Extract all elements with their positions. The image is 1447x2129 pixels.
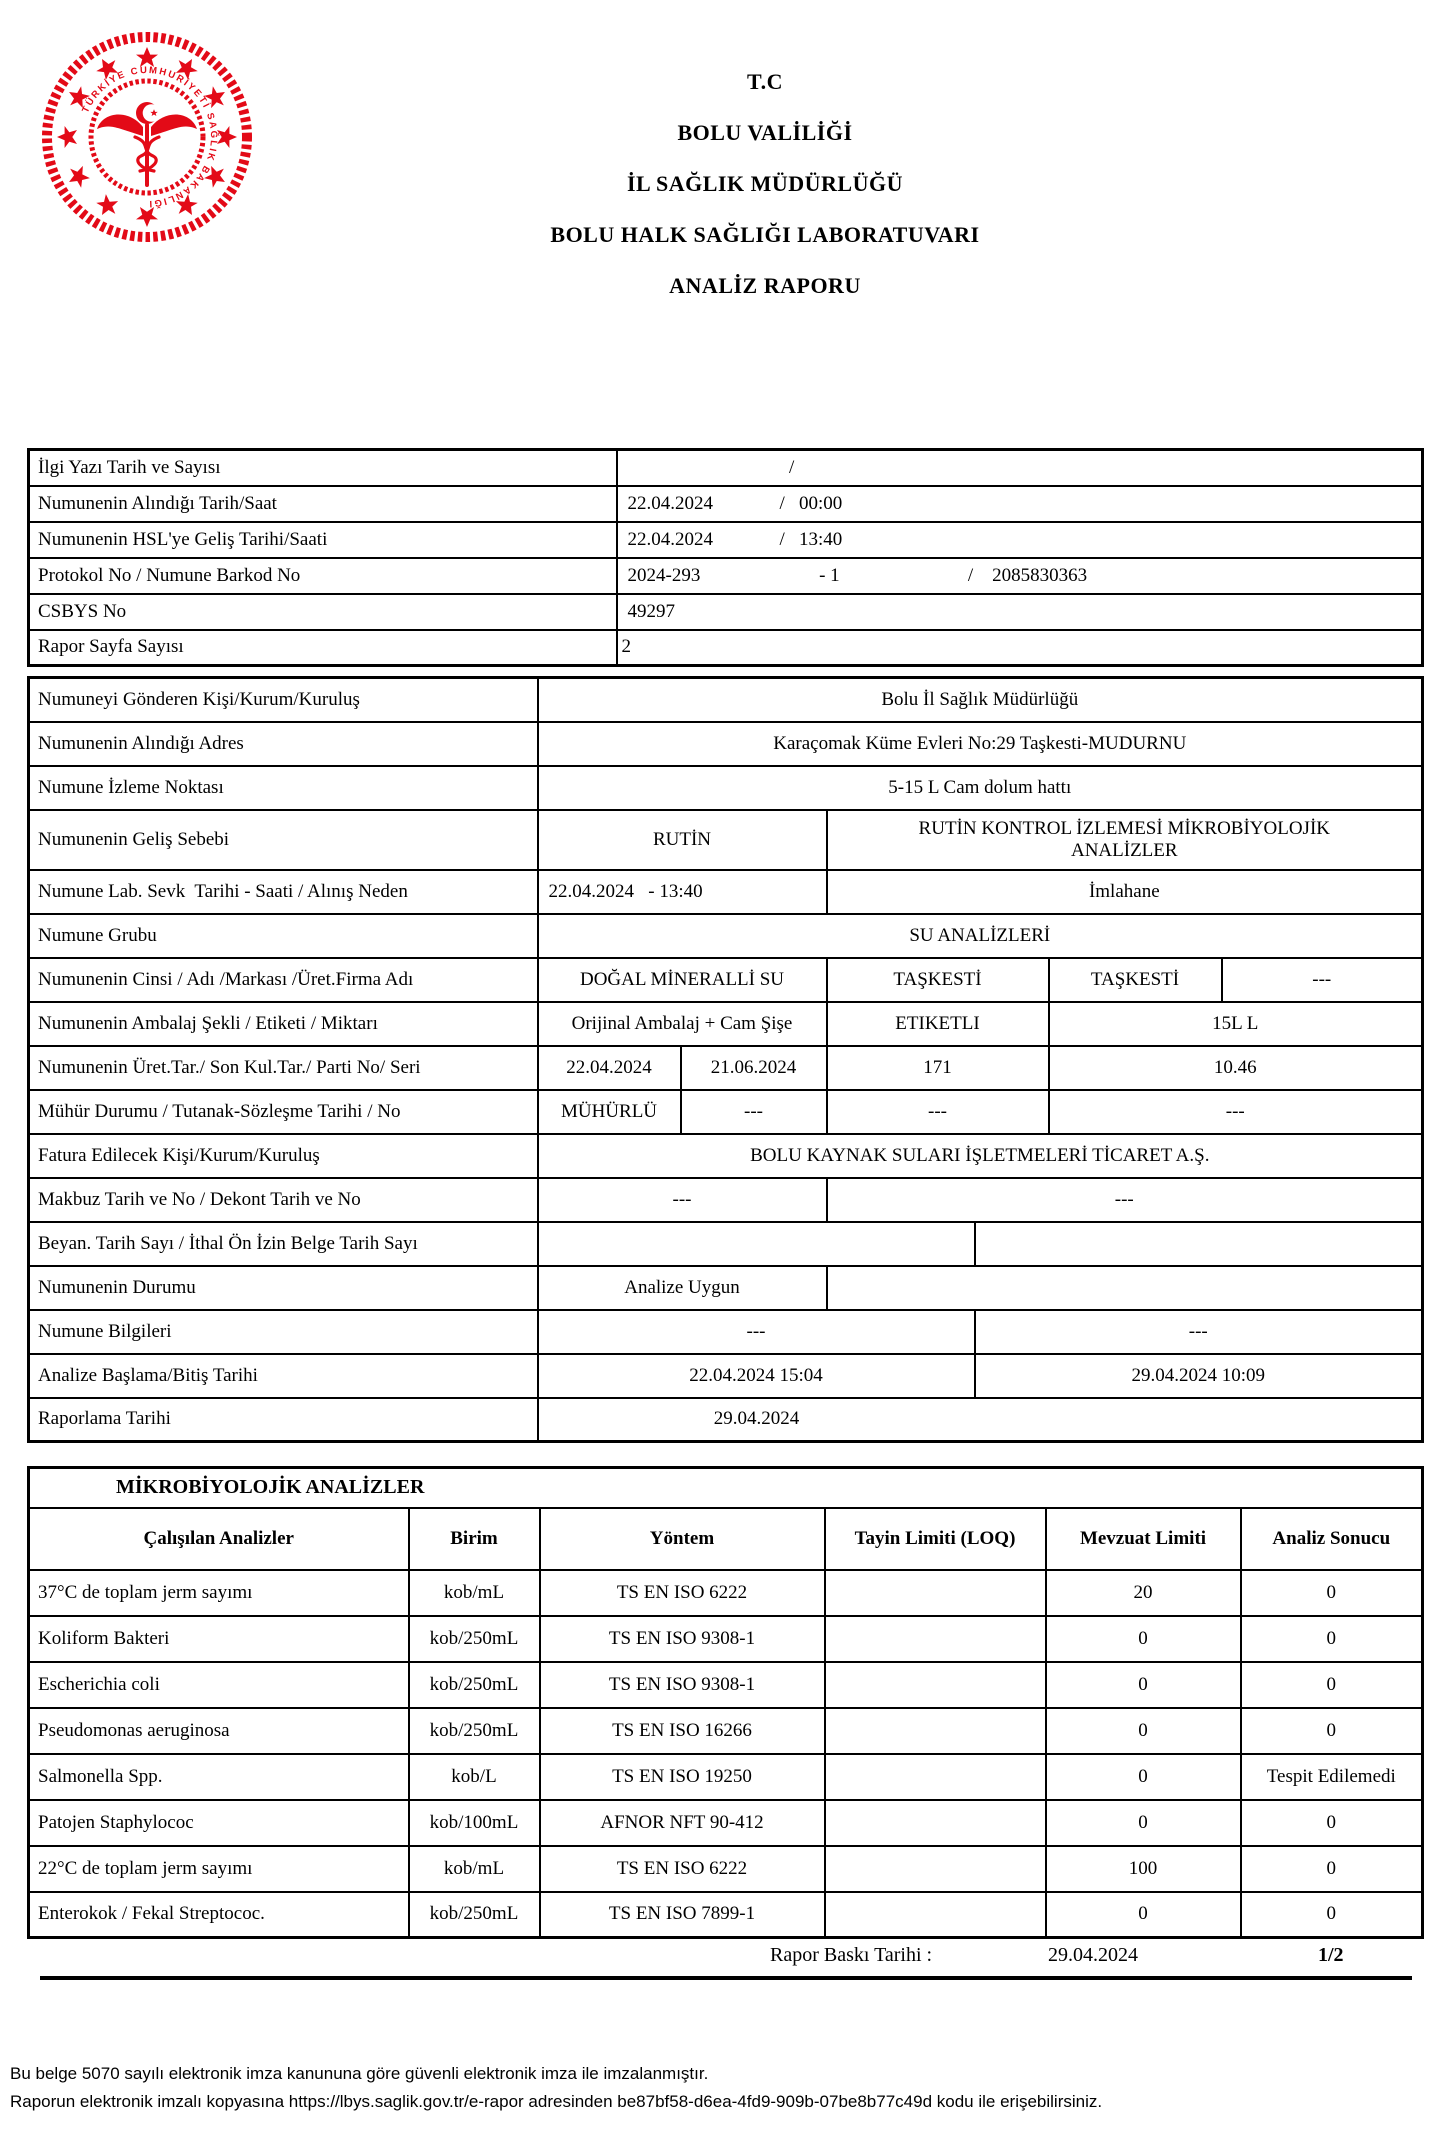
ambalaj-value1-cell: Orijinal Ambalaj + Cam Şişe	[538, 1002, 827, 1046]
analysis-row	[29, 1892, 1423, 1938]
sayfa-sayisi-label-cell: Rapor Sayfa Sayısı	[29, 630, 617, 666]
analysis-name-cell: Salmonella Spp.	[29, 1754, 409, 1800]
beyan-value2-cell	[975, 1222, 1423, 1266]
analysis-unit-cell: kob/250mL	[409, 1616, 540, 1662]
analysis-result-cell: Tespit Edilemedi	[1241, 1754, 1423, 1800]
makbuz-value1-cell: ---	[538, 1178, 827, 1222]
gelis-sebebi-label-cell: Numunenin Geliş Sebebi	[29, 810, 538, 870]
microbiology-analysis-table	[27, 1466, 1424, 1939]
analysis-method-cell: TS EN ISO 6222	[540, 1570, 825, 1616]
gonderen-value-cell: Bolu İl Sağlık Müdürlüğü	[538, 678, 1423, 722]
table-row	[29, 522, 1423, 558]
analysis-method-cell: TS EN ISO 9308-1	[540, 1616, 825, 1662]
table-row	[29, 1090, 1423, 1134]
cinsi-value4-cell: ---	[1222, 958, 1423, 1002]
header-directorate: İL SAĞLIK MÜDÜRLÜĞÜ	[627, 171, 903, 196]
ambalaj-value2-cell: ETIKETLI	[827, 1002, 1049, 1046]
baslama-tarihi-cell: 22.04.2024 15:04	[538, 1354, 975, 1398]
durum-label-cell: Numunenin Durumu	[29, 1266, 538, 1310]
col-header-yontem: Yöntem	[540, 1508, 825, 1570]
alindigi-tarih-value-cell: 22.04.2024 / 00:00	[617, 486, 1423, 522]
analysis-loq-cell	[825, 1662, 1046, 1708]
analysis-loq-cell	[825, 1708, 1046, 1754]
analysis-limit-cell: 0	[1046, 1662, 1241, 1708]
analysis-row	[29, 1570, 1423, 1616]
numune-grubu-label-cell: Numune Grubu	[29, 914, 538, 958]
esignature-notice	[10, 2060, 1440, 2116]
sevk-label-cell: Numune Lab. Sevk Tarihi - Saati / Alınış Neden	[29, 870, 538, 914]
analysis-limit-cell: 0	[1046, 1616, 1241, 1662]
beyan-label-cell: Beyan. Tarih Sayı / İthal Ön İzin Belge Tarih Sayı	[29, 1222, 538, 1266]
protokol-value-cell: 2024-293 - 1 / 2085830363	[617, 558, 1423, 594]
table-row	[29, 1002, 1423, 1046]
analysis-result-cell: 0	[1241, 1708, 1423, 1754]
print-date-value: 29.04.2024	[1048, 1944, 1138, 1966]
registry-info-table	[27, 448, 1424, 667]
muhur-value3-cell: ---	[827, 1090, 1049, 1134]
adres-value-cell: Karaçomak Küme Evleri No:29 Taşkesti-MUDURNU	[538, 722, 1423, 766]
col-header-tayin-limiti: Tayin Limiti (LOQ)	[825, 1508, 1046, 1570]
analysis-method-cell: TS EN ISO 7899-1	[540, 1892, 825, 1938]
analysis-method-cell: TS EN ISO 16266	[540, 1708, 825, 1754]
makbuz-value2-cell: ---	[827, 1178, 1423, 1222]
alindigi-tarih-label-cell: Numunenin Alındığı Tarih/Saat	[29, 486, 617, 522]
header-laboratory: BOLU HALK SAĞLIĞI LABORATUVARI	[550, 222, 980, 247]
header-report-title: ANALİZ RAPORU	[669, 273, 861, 298]
table-row	[29, 870, 1423, 914]
analysis-method-cell: TS EN ISO 6222	[540, 1846, 825, 1892]
analysis-limit-cell: 0	[1046, 1754, 1241, 1800]
analysis-loq-cell	[825, 1616, 1046, 1662]
ilgi-yazi-value-cell: /	[617, 450, 1423, 486]
table-header-row	[29, 1508, 1423, 1570]
csbys-value-cell: 49297	[617, 594, 1423, 630]
analysis-row	[29, 1846, 1423, 1892]
uret-tarih-label-cell: Numunenin Üret.Tar./ Son Kul.Tar./ Parti No/ Seri	[29, 1046, 538, 1090]
table-row	[29, 766, 1423, 810]
durum-value-cell: Analize Uygun	[538, 1266, 827, 1310]
analysis-result-cell: 0	[1241, 1570, 1423, 1616]
ambalaj-value3-cell: 15L L	[1049, 1002, 1423, 1046]
cinsi-value3-cell: TAŞKESTİ	[1049, 958, 1222, 1002]
analysis-unit-cell: kob/250mL	[409, 1708, 540, 1754]
table-row	[29, 1354, 1423, 1398]
analysis-result-cell: 0	[1241, 1892, 1423, 1938]
gelis-sebebi-detay-cell	[827, 810, 1423, 870]
makbuz-label-cell: Makbuz Tarih ve No / Dekont Tarih ve No	[29, 1178, 538, 1222]
seri-cell: 10.46	[1049, 1046, 1423, 1090]
logo-ring-text: TÜRKİYE CUMHURİYETİ SAĞLIK BAKANLIĞI	[80, 64, 220, 210]
table-row	[29, 594, 1423, 630]
analysis-row	[29, 1754, 1423, 1800]
sayfa-sayisi-value-cell: 2	[617, 630, 1423, 666]
muhur-label-cell: Mühür Durumu / Tutanak-Sözleşme Tarihi / No	[29, 1090, 538, 1134]
microbiology-section-title: MİKROBİYOLOJİK ANALİZLER	[29, 1468, 1423, 1508]
header-governorship: BOLU VALİLİĞİ	[677, 120, 853, 145]
raporlama-empty-cell	[975, 1398, 1423, 1442]
analysis-method-cell: AFNOR NFT 90-412	[540, 1800, 825, 1846]
izleme-value-cell: 5-15 L Cam dolum hattı	[538, 766, 1423, 810]
analysis-row	[29, 1616, 1423, 1662]
muhur-value4-cell: ---	[1049, 1090, 1423, 1134]
analysis-result-cell: 0	[1241, 1800, 1423, 1846]
analysis-name-cell: Koliform Bakteri	[29, 1616, 409, 1662]
report-header	[83, 56, 1447, 311]
analysis-limit-cell: 0	[1046, 1708, 1241, 1754]
sample-details-table	[27, 676, 1424, 1443]
raporlama-label-cell: Raporlama Tarihi	[29, 1398, 538, 1442]
parti-no-cell: 171	[827, 1046, 1049, 1090]
table-row	[29, 1222, 1423, 1266]
table-row	[29, 810, 1423, 870]
col-header-analiz-sonucu: Analiz Sonucu	[1241, 1508, 1423, 1570]
fatura-value-cell: BOLU KAYNAK SULARI İŞLETMELERİ TİCARET A.Ş.	[538, 1134, 1423, 1178]
table-row	[29, 1134, 1423, 1178]
analysis-method-cell: TS EN ISO 9308-1	[540, 1662, 825, 1708]
table-row	[29, 1310, 1423, 1354]
table-row	[29, 678, 1423, 722]
hsl-gelis-label-cell: Numunenin HSL'ye Geliş Tarihi/Saati	[29, 522, 617, 558]
raporlama-value-cell: 29.04.2024	[538, 1398, 975, 1442]
analysis-row	[29, 1662, 1423, 1708]
table-row	[29, 722, 1423, 766]
analysis-result-cell: 0	[1241, 1662, 1423, 1708]
table-row	[29, 1178, 1423, 1222]
analysis-unit-cell: kob/mL	[409, 1570, 540, 1616]
analysis-unit-cell: kob/250mL	[409, 1662, 540, 1708]
baslama-label-cell: Analize Başlama/Bitiş Tarihi	[29, 1354, 538, 1398]
analysis-limit-cell: 100	[1046, 1846, 1241, 1892]
analysis-limit-cell: 0	[1046, 1892, 1241, 1938]
beyan-value1-cell	[538, 1222, 975, 1266]
analysis-loq-cell	[825, 1754, 1046, 1800]
ambalaj-label-cell: Numunenin Ambalaj Şekli / Etiketi / Miktarı	[29, 1002, 538, 1046]
cinsi-label-cell: Numunenin Cinsi / Adı /Markası /Üret.Firma Adı	[29, 958, 538, 1002]
uret-tarih-cell: 22.04.2024	[538, 1046, 681, 1090]
table-row	[29, 914, 1423, 958]
csbys-label-cell: CSBYS No	[29, 594, 617, 630]
muhur-durumu-cell: MÜHÜRLÜ	[538, 1090, 681, 1134]
bilgileri-label-cell: Numune Bilgileri	[29, 1310, 538, 1354]
table-row	[29, 450, 1423, 486]
table-row	[29, 1266, 1423, 1310]
analysis-unit-cell: kob/L	[409, 1754, 540, 1800]
analysis-unit-cell: kob/250mL	[409, 1892, 540, 1938]
col-header-analiz: Çalışılan Analizler	[29, 1508, 409, 1570]
gelis-sebebi-rutin-cell: RUTİN	[538, 810, 827, 870]
analysis-name-cell: Enterokok / Fekal Streptococ.	[29, 1892, 409, 1938]
analysis-loq-cell	[825, 1800, 1046, 1846]
header-tc: T.C	[747, 69, 783, 94]
sevk-tarih-cell: 22.04.2024 - 13:40	[538, 870, 827, 914]
numune-grubu-value-cell: SU ANALİZLERİ	[538, 914, 1423, 958]
col-header-mevzuat-limiti: Mevzuat Limiti	[1046, 1508, 1241, 1570]
analysis-loq-cell	[825, 1570, 1046, 1616]
analysis-method-cell: TS EN ISO 19250	[540, 1754, 825, 1800]
table-row	[29, 1046, 1423, 1090]
gonderen-label-cell: Numuneyi Gönderen Kişi/Kurum/Kuruluş	[29, 678, 538, 722]
protokol-label-cell: Protokol No / Numune Barkod No	[29, 558, 617, 594]
analysis-name-cell: 37°C de toplam jerm sayımı	[29, 1570, 409, 1616]
print-footer	[0, 1944, 1447, 1974]
sevk-neden-cell: İmlahane	[827, 870, 1423, 914]
analysis-name-cell: Patojen Staphylococ	[29, 1800, 409, 1846]
table-row	[29, 558, 1423, 594]
analysis-name-cell: 22°C de toplam jerm sayımı	[29, 1846, 409, 1892]
table-row	[29, 1468, 1423, 1508]
bitis-tarihi-cell: 29.04.2024 10:09	[975, 1354, 1423, 1398]
gelis-sebebi-detay-text: RUTİN KONTROL İZLEMESİ MİKROBİYOLOJİK ANALİZLER	[918, 817, 1330, 861]
analysis-row	[29, 1708, 1423, 1754]
adres-label-cell: Numunenin Alındığı Adres	[29, 722, 538, 766]
analysis-loq-cell	[825, 1846, 1046, 1892]
footer-divider-line	[40, 1976, 1412, 1980]
analysis-loq-cell	[825, 1892, 1046, 1938]
analysis-name-cell: Escherichia coli	[29, 1662, 409, 1708]
bilgileri-value1-cell: ---	[538, 1310, 975, 1354]
analysis-unit-cell: kob/100mL	[409, 1800, 540, 1846]
ilgi-yazi-label-cell: İlgi Yazı Tarih ve Sayısı	[29, 450, 617, 486]
analysis-row	[29, 1800, 1423, 1846]
print-date-label: Rapor Baskı Tarihi :	[770, 1944, 933, 1966]
cinsi-value1-cell: DOĞAL MİNERALLİ SU	[538, 958, 827, 1002]
table-row	[29, 486, 1423, 522]
fatura-label-cell: Fatura Edilecek Kişi/Kurum/Kuruluş	[29, 1134, 538, 1178]
analysis-result-cell: 0	[1241, 1616, 1423, 1662]
page-number: 1/2	[1318, 1944, 1344, 1966]
analysis-result-cell: 0	[1241, 1846, 1423, 1892]
izleme-label-cell: Numune İzleme Noktası	[29, 766, 538, 810]
durum-empty-cell	[827, 1266, 1423, 1310]
analysis-limit-cell: 20	[1046, 1570, 1241, 1616]
esignature-line2: Raporun elektronik imzalı kopyasına https://lbys.saglik.gov.tr/e-rapor adresinden be87bf58-d6ea-4fd9-909b-07be8b77c49d kodu ile erişebilirsiniz.	[10, 2092, 1103, 2111]
analysis-limit-cell: 0	[1046, 1800, 1241, 1846]
table-row	[29, 630, 1423, 666]
bilgileri-value2-cell: ---	[975, 1310, 1423, 1354]
analysis-unit-cell: kob/mL	[409, 1846, 540, 1892]
col-header-birim: Birim	[409, 1508, 540, 1570]
cinsi-value2-cell: TAŞKESTİ	[827, 958, 1049, 1002]
hsl-gelis-value-cell: 22.04.2024 / 13:40	[617, 522, 1423, 558]
son-kul-tarih-cell: 21.06.2024	[681, 1046, 827, 1090]
table-row	[29, 1398, 1423, 1442]
table-row	[29, 958, 1423, 1002]
analysis-name-cell: Pseudomonas aeruginosa	[29, 1708, 409, 1754]
muhur-value2-cell: ---	[681, 1090, 827, 1134]
esignature-line1: Bu belge 5070 sayılı elektronik imza kanununa göre güvenli elektronik imza ile imzalanmıştır.	[10, 2064, 709, 2083]
